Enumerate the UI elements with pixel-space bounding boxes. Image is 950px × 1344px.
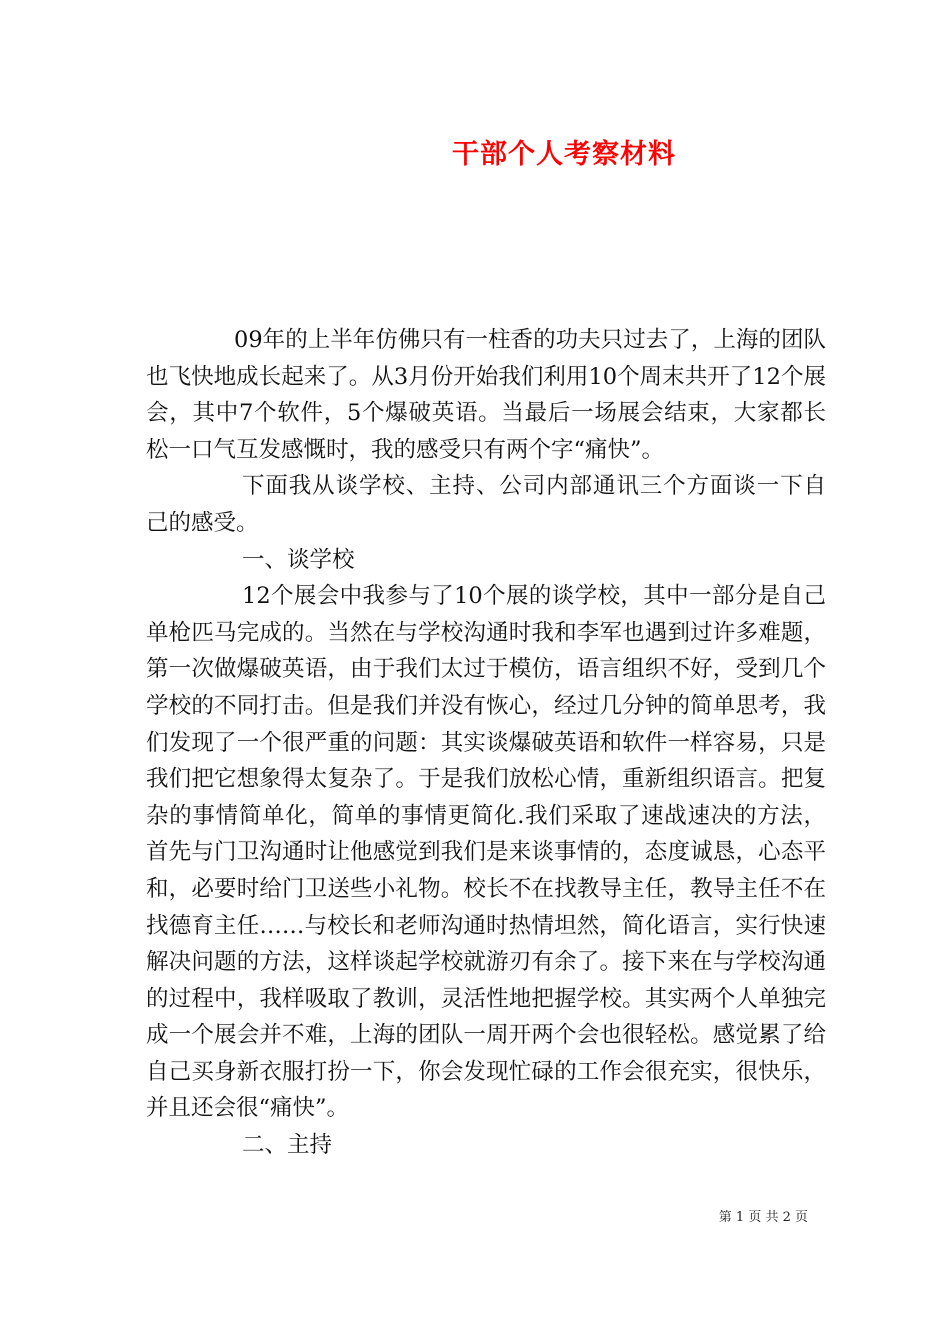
overview-paragraph: 下面我从谈学校、主持、公司内部通讯三个方面谈一下自己的感受。: [146, 473, 826, 536]
intro-paragraph: 09年的上半年仿佛只有一柱香的功夫只过去了，上海的团队也飞快地成长起来了。从3月份开始我们利用10个周末共开了12个展会，其中7个软件，5个爆破英语。当最后一场展会结束，大家都长松一口气互发感慨时，我的感受只有两个字“痛快”。: [146, 327, 826, 463]
section-body-schools: 12个展会中我参与了10个展的谈学校，其中一部分是自己单枪匹马完成的。当然在与学校沟通时我和李军也遇到过许多难题，第一次做爆破英语，由于我们太过于模仿，语言组织不好，受到几个学校的不同打击。但是我们并没有恢心，经过几分钟的简单思考，我们发现了一个很严重的问题：其实谈爆破英语和软件一样容易，只是我们把它想象得太复杂了。于是我们放松心情，重新组织语言。把复杂的事情简单化，简单的事情更简化.我们采取了速战速决的方法，首先与门卫沟通时让他感觉到我们是来谈事情的，态度诚恳，心态平和，必要时给门卫送些小礼物。校长不在找教导主任，教导主任不在找德育主任……与校长和老师沟通时热情坦然，简化语言，实行快速解决问题的方法，这样谈起学校就游刃有余了。接下来在与学校沟通的过程中，我样吸取了教训，灵活性地把握学校。其实两个人单独完成一个展会并不难，上海的团队一周开两个会也很轻松。感觉累了给自己买身新衣服打扮一下，你会发现忙碌的工作会很充实，很快乐，并且还会很“痛快”。: [146, 583, 826, 1122]
section-heading-hosting: 二、主持: [242, 1132, 333, 1159]
page-number: 第 1 页 共 2 页: [718, 1210, 808, 1225]
document-title: 干部个人考察材料: [452, 139, 676, 170]
section-heading-schools: 一、谈学校: [242, 546, 355, 573]
document-body: [146, 322, 826, 1164]
